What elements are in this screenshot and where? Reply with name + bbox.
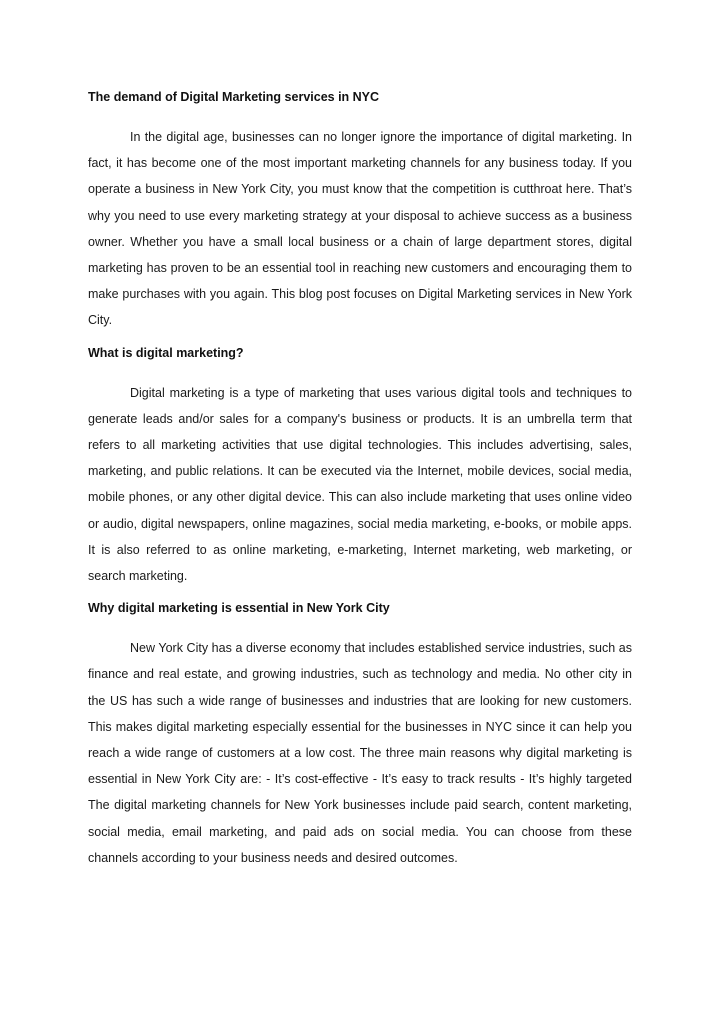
section-heading-why-essential-nyc: Why digital marketing is essential in New York City: [88, 601, 390, 616]
paragraph-nyc-demand: In the digital age, businesses can no longer ignore the importance of digital marketing. In fact, it has become one of the most important marketing channels for any business today. If you operate a business in New York City, you must know that the competition is cutthroat here. That’s why you need to use every marketing strategy at your disposal to achieve success as a business owner. Whether you have a small local business or a chain of large department stores, digital marketing has proven to be an essential tool in reaching new customers and encouraging them to make purchases with you again. This blog post focuses on Digital Marketing services in New York City.: [88, 130, 632, 328]
section-heading-what-is-digital-marketing: What is digital marketing?: [88, 345, 244, 360]
paragraph-what-is-digital-marketing: Digital marketing is a type of marketing that uses various digital tools and techniques to generate leads and/or sales for a company's business or products. It is an umbrella term that refers to all marketing activities that use digital technologies. This includes advertising, sales, marketing, and public relations. It can be executed via the Internet, mobile devices, social media, mobile phones, or any other digital device. This can also include marketing that uses online video or audio, digital newspapers, online magazines, social media marketing, e-books, or mobile apps. It is also referred to as online marketing, e-marketing, Internet marketing, web marketing, or search marketing.: [88, 385, 632, 584]
document-body: [88, 88, 632, 881]
paragraph-why-essential-nyc: New York City has a diverse economy that includes established service industries, such as finance and real estate, and growing industries, such as technology and media. No other city in the US has such a wide range of businesses and industries that are looking for new customers. This makes digital marketing especially essential for the businesses in NYC since it can help you reach a wide range of customers at a low cost. The three main reasons why digital marketing is essential in New York City are: - It’s cost-effective - It’s easy to track results - It’s highly targeted The digital marketing channels for New York businesses include paid search, content marketing, social media, email marketing, and paid ads on social media. You can choose from these channels according to your business needs and desired outcomes.: [88, 641, 632, 865]
section-heading-nyc-demand: The demand of Digital Marketing services in NYC: [88, 90, 380, 104]
